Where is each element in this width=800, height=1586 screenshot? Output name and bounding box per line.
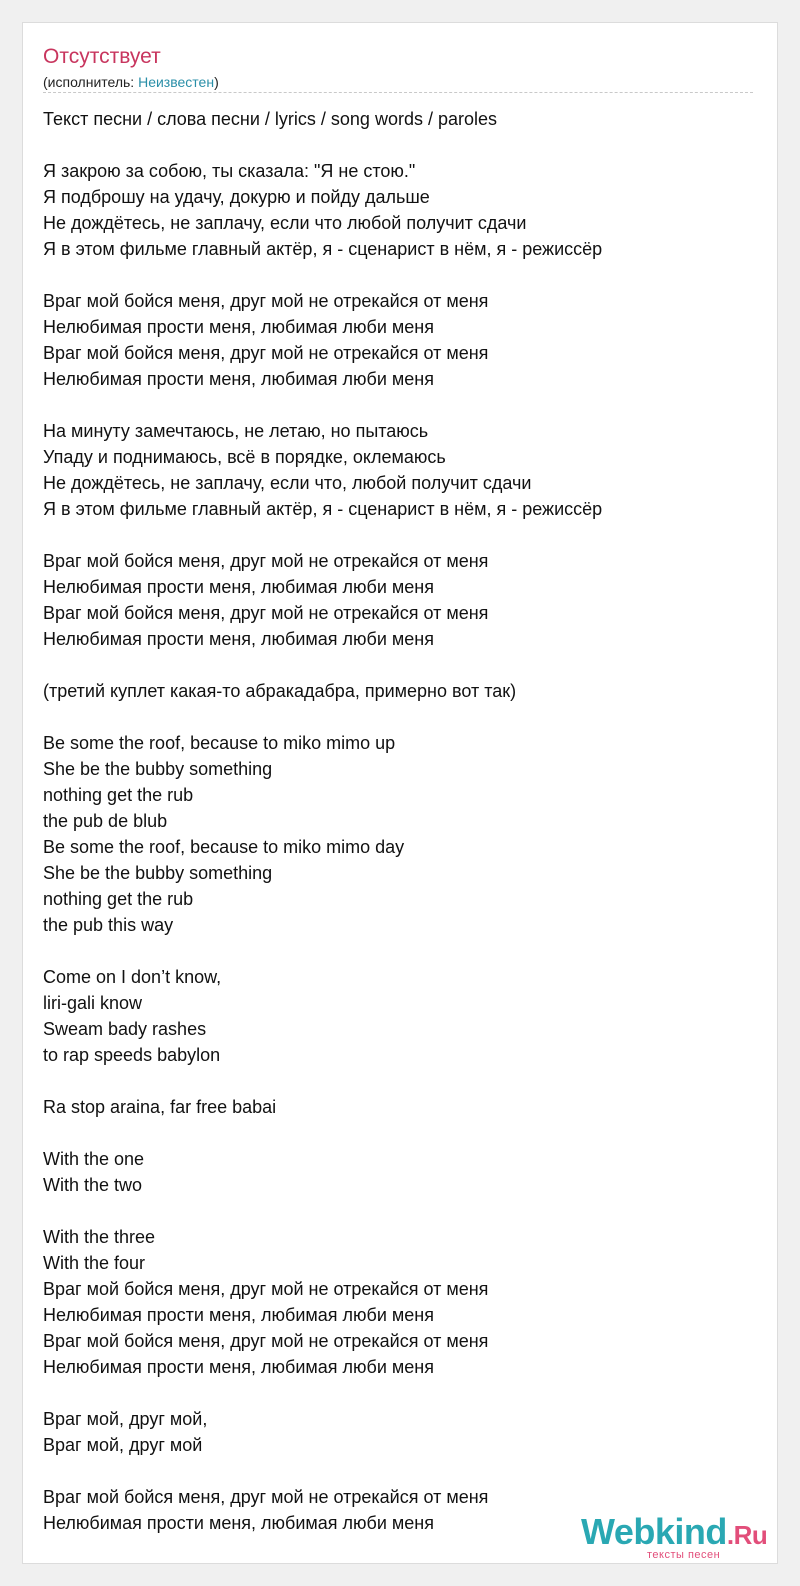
lyric-line: Не дождётесь, не заплачу, если что, любой получит сдачи bbox=[43, 473, 532, 493]
lyric-line: Нелюбимая прости меня, любимая люби меня bbox=[43, 1357, 434, 1377]
lyric-line: Нелюбимая прости меня, любимая люби меня bbox=[43, 1513, 434, 1533]
lyric-line bbox=[43, 1068, 753, 1094]
lyric-line: With the two bbox=[43, 1175, 143, 1195]
lyric-line: With the four bbox=[43, 1253, 146, 1273]
lyric-line bbox=[43, 522, 753, 548]
lyric-line bbox=[43, 938, 753, 964]
lyric-line: Be some the roof, because to miko mimo day bbox=[43, 837, 405, 857]
lyric-line: nothing get the rub bbox=[43, 785, 194, 805]
lyric-line: With the three bbox=[43, 1227, 156, 1247]
lyric-line: Враг мой бойся меня, друг мой не отрекайся от меня bbox=[43, 551, 489, 571]
lyric-line: to rap speeds babylon bbox=[43, 1045, 221, 1065]
lyric-line: the pub this way bbox=[43, 915, 174, 935]
lyric-line bbox=[43, 262, 753, 288]
lyric-line: (третий куплет какая-то абракадабра, примерно вот так) bbox=[43, 681, 517, 701]
lyric-line bbox=[43, 392, 753, 418]
lyric-line: Нелюбимая прости меня, любимая люби меня bbox=[43, 317, 434, 337]
song-title: Отсутствует bbox=[43, 45, 161, 68]
lyric-line: Нелюбимая прости меня, любимая люби меня bbox=[43, 369, 434, 389]
lyrics-card bbox=[22, 22, 778, 1564]
lyric-line: With the one bbox=[43, 1149, 145, 1169]
logo-name: Webkind bbox=[581, 1511, 727, 1552]
lyric-line: На минуту замечтаюсь, не летаю, но пытаюсь bbox=[43, 421, 429, 441]
lyric-line: Враг мой бойся меня, друг мой не отрекайся от меня bbox=[43, 1279, 489, 1299]
dashed-divider bbox=[43, 92, 753, 93]
lyric-line: Враг мой бойся меня, друг мой не отрекайся от меня bbox=[43, 1487, 489, 1507]
lyric-line: Не дождётесь, не заплачу, если что любой получит сдачи bbox=[43, 213, 527, 233]
lyric-line: Враг мой бойся меня, друг мой не отрекайся от меня bbox=[43, 343, 489, 363]
lyric-line bbox=[43, 1458, 753, 1484]
lyric-line: the pub de blub bbox=[43, 811, 168, 831]
lyric-line: Нелюбимая прости меня, любимая люби меня bbox=[43, 629, 434, 649]
lyric-line: Упаду и поднимаюсь, всё в порядке, оклемаюсь bbox=[43, 447, 446, 467]
logo-tagline: тексты песен bbox=[647, 1549, 721, 1561]
lyric-line: Я в этом фильме главный актёр, я - сценарист в нём, я - режиссёр bbox=[43, 239, 603, 259]
lyric-line bbox=[43, 1380, 753, 1406]
lyric-line: Я закрою за собою, ты сказала: "Я не стою." bbox=[43, 161, 416, 181]
lyric-line: nothing get the rub bbox=[43, 889, 194, 909]
lyric-line bbox=[43, 1198, 753, 1224]
lyric-line: Я в этом фильме главный актёр, я - сценарист в нём, я - режиссёр bbox=[43, 499, 603, 519]
lyric-line: Ra stop araina, far free babai bbox=[43, 1097, 277, 1117]
artist-prefix: (исполнитель: bbox=[43, 74, 139, 90]
artist-link[interactable]: Неизвестен bbox=[138, 74, 215, 90]
lyric-line: Враг мой, друг мой, bbox=[43, 1409, 208, 1429]
lyric-line bbox=[43, 652, 753, 678]
lyrics-text bbox=[43, 106, 753, 1536]
lyric-line: She be the bubby something bbox=[43, 759, 273, 779]
artist-line bbox=[43, 73, 219, 91]
lyric-line: Нелюбимая прости меня, любимая люби меня bbox=[43, 1305, 434, 1325]
lyric-line bbox=[43, 132, 753, 158]
lyric-line: Текст песни / слова песни / lyrics / song words / paroles bbox=[43, 109, 497, 129]
lyric-line: Враг мой бойся меня, друг мой не отрекайся от меня bbox=[43, 603, 489, 623]
lyric-line: Враг мой бойся меня, друг мой не отрекайся от меня bbox=[43, 1331, 489, 1351]
lyric-line: Враг мой бойся меня, друг мой не отрекайся от меня bbox=[43, 291, 489, 311]
webkind-logo[interactable] bbox=[581, 1511, 781, 1567]
lyric-line: Нелюбимая прости меня, любимая люби меня bbox=[43, 577, 434, 597]
artist-suffix: ) bbox=[214, 74, 219, 90]
lyric-line: Враг мой, друг мой bbox=[43, 1435, 203, 1455]
lyric-line: Я подброшу на удачу, докурю и пойду дальше bbox=[43, 187, 430, 207]
lyric-line bbox=[43, 1120, 753, 1146]
lyric-line: Come on I don’t know, bbox=[43, 967, 222, 987]
lyric-line: She be the bubby something bbox=[43, 863, 273, 883]
lyric-line: Be some the roof, because to miko mimo up bbox=[43, 733, 396, 753]
lyric-line: liri-gali know bbox=[43, 993, 143, 1013]
lyric-line bbox=[43, 704, 753, 730]
lyric-line: Sweam bady rashes bbox=[43, 1019, 207, 1039]
logo-tld: .Ru bbox=[726, 1520, 768, 1550]
